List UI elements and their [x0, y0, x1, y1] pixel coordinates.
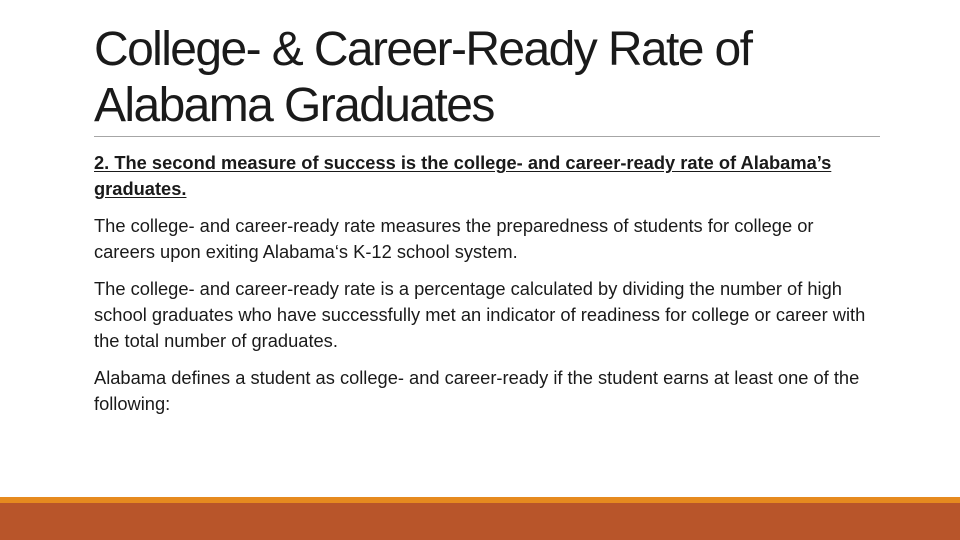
- definition-paragraph: The college- and career-ready rate measures the preparedness of students for college or careers upon exiting Alabama‘s K-12 school system.: [94, 215, 814, 262]
- slide-title: [94, 22, 874, 134]
- slide-title-line-2: Alabama Graduates: [94, 79, 494, 132]
- calculation-paragraph: The college- and career-ready rate is a percentage calculated by dividing the number of high school graduates who have successfully met an indicator of readiness for college or career with the total number of graduates.: [94, 278, 866, 351]
- criteria-paragraph: Alabama defines a student as college- and career-ready if the student earns at least one of the following:: [94, 367, 860, 414]
- slide-title-line-1: College- & Career-Ready Rate of: [94, 23, 752, 76]
- slide-body: [94, 150, 874, 428]
- measure-heading: 2. The second measure of success is the college- and career-ready rate of Alabama’s graduates.: [94, 152, 832, 199]
- footer-bar: [0, 503, 960, 540]
- title-divider: [94, 136, 880, 137]
